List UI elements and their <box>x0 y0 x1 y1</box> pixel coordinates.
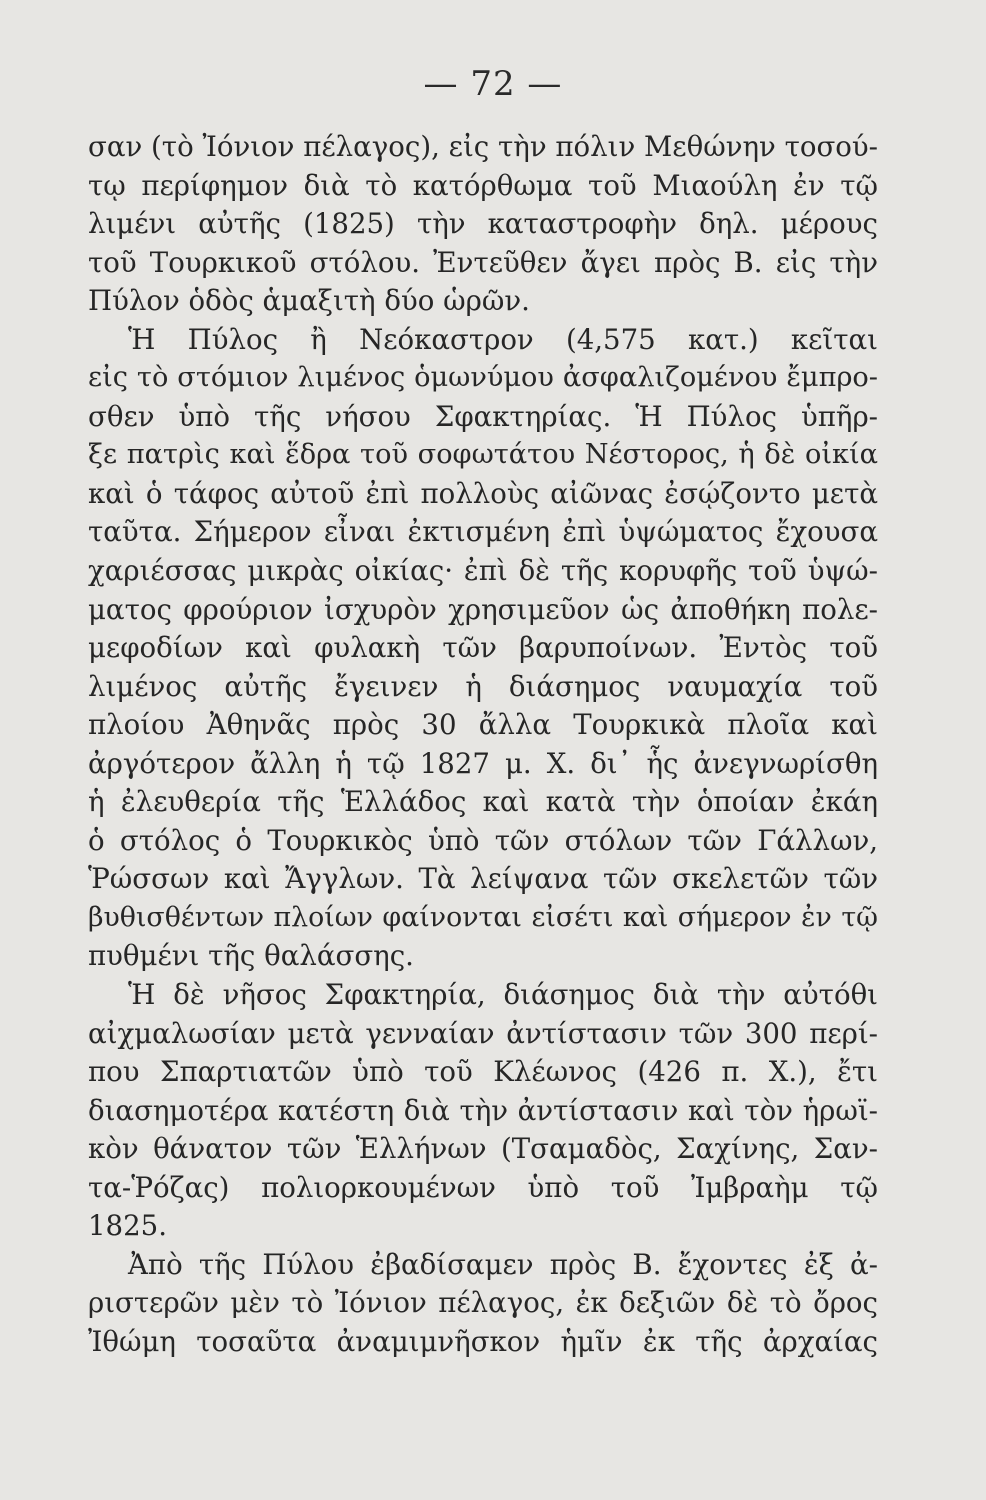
text-line: λιμένι αὐτῆς (1825) τὴν καταστροφὴν δηλ. μέρους <box>88 207 878 241</box>
page-number: — 72 — <box>423 64 563 104</box>
text-line: Ἰθώμη τοσαῦτα ἀναμιμνῆσκον ἡμῖν ἐκ τῆς ἀρχαίας <box>88 1324 878 1358</box>
text-line: ριστερῶν μὲν τὸ Ἰόνιον πέλαγος, ἐκ δεξιῶν δὲ τὸ ὄρος <box>88 1286 878 1320</box>
text-line: Πύλον ὁδὸς ἁμαξιτὴ δύο ὡρῶν. <box>88 284 530 318</box>
text-line: μεφοδίων καὶ φυλακὴ τῶν βαρυποίνων. Ἐντὸς τοῦ <box>88 631 878 665</box>
text-line: Ῥώσσων καὶ Ἄγγλων. Τὰ λείψανα τῶν σκελετῶν τῶν <box>88 862 878 896</box>
text-line: χαριέσσας μικρὰς οἰκίας· ἐπὶ δὲ τῆς κορυφῆς τοῦ ὑψώ- <box>88 554 878 588</box>
text-line: σθεν ὑπὸ τῆς νήσου Σφακτηρίας. Ἡ Πύλος ὑπῆρ- <box>88 399 878 433</box>
text-line: τα-Ῥόζας) πολιορκουμένων ὑπὸ τοῦ Ἰμβραὴμ τῷ <box>88 1170 878 1204</box>
text-line: τῳ περίφημον διὰ τὸ κατόρθωμα τοῦ Μιαούλη ἐν τῷ <box>88 168 878 202</box>
text-line: ματος φρούριον ἰσχυρὸν χρησιμεῦον ὡς ἀποθήκη πολε- <box>88 592 878 626</box>
text-line: κὸν θάνατον τῶν Ἑλλήνων (Τσαμαδὸς, Σαχίνης, Σαν- <box>88 1132 878 1166</box>
text-line: αἰχμαλωσίαν μετὰ γενναίαν ἀντίστασιν τῶν 300 περί- <box>88 1016 878 1050</box>
text-line: ξε πατρὶς καὶ ἕδρα τοῦ σοφωτάτου Νέστορος, ἡ δὲ οἰκία <box>88 439 878 471</box>
text-line: σαν (τὸ Ἰόνιον πέλαγος), εἰς τὴν πόλιν Μεθώνην τοσού- <box>88 130 878 163</box>
text-line: εἰς τὸ στόμιον λιμένος ὁμωνύμου ἀσφαλιζομένου ἔμπρο- <box>88 362 878 394</box>
text-line: πλοίου Ἀθηνᾶς πρὸς 30 ἄλλα Τουρκικὰ πλοῖα καὶ <box>88 708 878 742</box>
text-line: τοῦ Τουρκικοῦ στόλου. Ἐντεῦθεν ἄγει πρὸς Β. εἰς τὴν <box>88 245 878 279</box>
text-line: 1825. <box>88 1209 167 1243</box>
text-line: πυθμένι τῆς θαλάσσης. <box>88 939 414 973</box>
body-text <box>88 128 878 1362</box>
text-line: διασημοτέρα κατέστη διὰ τὴν ἀντίστασιν καὶ τὸν ἡρωϊ- <box>88 1093 878 1127</box>
text-line: καὶ ὁ τάφος αὐτοῦ ἐπὶ πολλοὺς αἰῶνας ἐσῴζοντο μετὰ <box>88 476 878 510</box>
text-line: ταῦτα. Σήμερον εἶναι ἐκτισμένη ἐπὶ ὑψώματος ἔχουσα <box>88 515 878 549</box>
text-line: Ἡ δὲ νῆσος Σφακτηρία, διάσημος διὰ τὴν αὐτόθι <box>128 978 878 1012</box>
text-line: ἀργότερον ἄλλη ἡ τῷ 1827 μ. Χ. δι᾽ ἧς ἀνεγνωρίσθη <box>88 746 878 780</box>
text-line: ἡ ἐλευθερία τῆς Ἑλλάδος καὶ κατὰ τὴν ὁποίαν ἐκάη <box>88 785 878 819</box>
text-line: Ἡ Πύλος ἢ Νεόκαστρον (4,575 κατ.) κεῖται <box>128 322 878 356</box>
text-line: Ἀπὸ τῆς Πύλου ἐβαδίσαμεν πρὸς Β. ἔχοντες ἐξ ἀ- <box>128 1247 878 1281</box>
text-line: λιμένος αὐτῆς ἔγεινεν ἡ διάσημος ναυμαχία τοῦ <box>88 669 878 703</box>
text-line: που Σπαρτιατῶν ὑπὸ τοῦ Κλέωνος (426 π. Χ.), ἔτι <box>88 1055 878 1089</box>
text-line: βυθισθέντων πλοίων φαίνονται εἰσέτι καὶ σήμερον ἐν τῷ <box>88 901 878 933</box>
text-line: ὁ στόλος ὁ Τουρκικὸς ὑπὸ τῶν στόλων τῶν Γάλλων, <box>88 823 878 857</box>
